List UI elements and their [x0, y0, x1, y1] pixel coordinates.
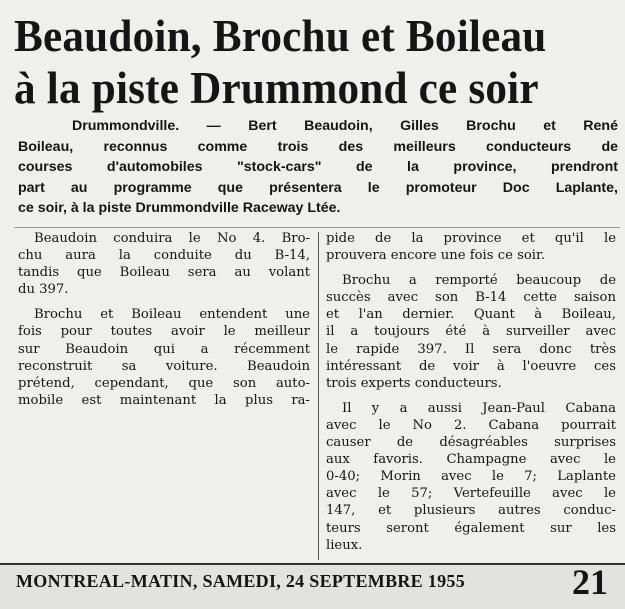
lede-paragraph	[18, 116, 618, 219]
page-number: 21	[572, 562, 608, 602]
body-line: trois experts conducteurs.	[326, 375, 502, 391]
body-line: teurs seront également sur les	[326, 520, 616, 536]
body-line: il a toujours été à surveiller avec	[326, 324, 616, 340]
lede-line: courses d'automobiles "stock-cars" de la province, prendront	[18, 159, 618, 175]
body-line: sur Beaudoin qui a récemment	[18, 341, 310, 357]
body-line: tandis que Boileau sera au volant	[18, 265, 310, 281]
section-rule	[14, 227, 620, 228]
lede-line: part au programme que présentera le promoteur Doc Laplante,	[18, 179, 618, 196]
article-column-left	[18, 230, 310, 409]
body-line: 147, et plusieurs autres conduc-	[326, 503, 616, 519]
lede-line: ce soir, à la piste Drummondville Raceway Ltée.	[18, 200, 341, 216]
publication-dateline: MONTREAL-MATIN, SAMEDI, 24 SEPTEMBRE 1955	[16, 571, 465, 591]
headline-line-1: Beaudoin, Brochu et Boileau	[14, 11, 547, 61]
body-line: prétend, cependant, que son auto-	[18, 375, 310, 391]
body-line: intéressant de voir à l'oeuvre ces	[326, 358, 616, 374]
column-divider	[318, 232, 319, 560]
body-line: reconstruit sa voiture. Beaudoin	[18, 358, 310, 374]
body-line: lieux.	[326, 537, 363, 553]
body-line: du 397.	[18, 282, 69, 298]
body-line: avec le 57; Vertefeuille avec le	[326, 486, 616, 502]
body-line: mobile est maintenant la plus ra-	[18, 392, 310, 408]
body-line: aux favoris. Champagne avec le	[326, 452, 616, 468]
lede-line: Boileau, reconnus comme trois des meilleurs conducteurs de	[18, 138, 618, 155]
body-line: et l'an dernier. Quant à Boileau,	[326, 307, 616, 323]
body-line: prouvera encore une fois ce soir.	[326, 248, 546, 264]
body-line: fois pour toutes avoir le meilleur	[18, 324, 310, 340]
body-line: chu aura la conduite du B-14,	[18, 248, 310, 264]
body-line: 0-40; Morin avec le 7; Laplante	[326, 469, 616, 485]
body-line: Brochu a remporté beaucoup de	[342, 273, 616, 289]
body-line: avec le No 2. Cabana pourrait	[326, 417, 616, 433]
body-line: causer de désagréables surprises	[326, 435, 616, 451]
body-line: Il y a aussi Jean-Paul Cabana	[342, 400, 616, 416]
body-line: pide de la province et qu'il le	[326, 231, 616, 246]
article-column-right	[326, 230, 616, 554]
body-line: le rapide 397. Il sera donc très	[326, 341, 616, 357]
body-line: Brochu et Boileau entendent une	[34, 307, 310, 323]
lede-line: Drummondville. — Bert Beaudoin, Gilles Brochu et René	[72, 118, 618, 134]
body-line: Beaudoin conduira le No 4. Bro-	[34, 231, 310, 246]
headline-line-2: à la piste Drummond ce soir	[14, 63, 539, 113]
body-line: succès avec son B-14 cette saison	[326, 290, 616, 306]
